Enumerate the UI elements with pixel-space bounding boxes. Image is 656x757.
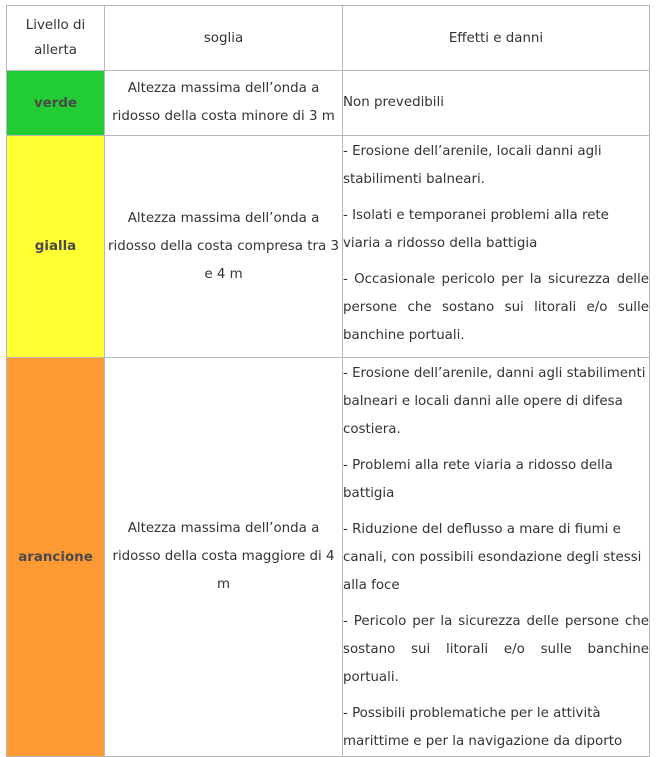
effect-item: - Riduzione del deflusso a mare di fiumi e canali, con possibili esondazione degli stessi alla foce (343, 522, 642, 593)
alert-levels-table (6, 5, 650, 757)
effect-item: - Pericolo per la sicurezza delle persone che sostano sui litorali e/o sulle banchine portuali. (343, 614, 649, 685)
level-cell-verde (7, 71, 105, 136)
header-threshold: soglia (105, 6, 343, 71)
effect-item: - Problemi alla rete viaria a ridosso della battigia (343, 458, 613, 501)
threshold-cell: Altezza massima dell’onda a ridosso della costa minore di 3 m (105, 71, 343, 136)
table-row-arancione (7, 358, 650, 757)
threshold-cell: Altezza massima dell’onda a ridosso della costa maggiore di 4 m (105, 358, 343, 757)
effects-cell (343, 358, 650, 757)
level-cell-gialla (7, 136, 105, 358)
threshold-cell: Altezza massima dell’onda a ridosso della costa compresa tra 3 e 4 m (105, 136, 343, 358)
table-row-verde (7, 71, 650, 136)
effect-item: Non prevedibili (343, 95, 444, 110)
table-row-gialla (7, 136, 650, 358)
effect-item: - Erosione dell’arenile, danni agli stabilimenti balneari e locali danni alle opere di difesa costiera. (343, 366, 646, 437)
level-label: arancione (18, 549, 93, 565)
header-level: Livello di allerta (7, 6, 105, 71)
effects-cell (343, 136, 650, 358)
level-cell-arancione (7, 358, 105, 757)
header-effects: Effetti e danni (343, 6, 650, 71)
effect-item: - Possibili problematiche per le attività marittime e per la navigazione da diporto (343, 706, 623, 749)
effect-item: - Isolati e temporanei problemi alla rete viaria a ridosso della battigia (343, 208, 609, 251)
effect-item: - Erosione dell’arenile, locali danni agli stabilimenti balneari. (343, 144, 602, 187)
level-label: gialla (34, 239, 77, 254)
table-header-row (7, 6, 650, 71)
effect-item: - Occasionale pericolo per la sicurezza delle persone che sostano sui litorali e/o sulle banchine portuali. (343, 272, 649, 343)
level-label: verde (33, 95, 78, 111)
effects-cell (343, 71, 650, 136)
